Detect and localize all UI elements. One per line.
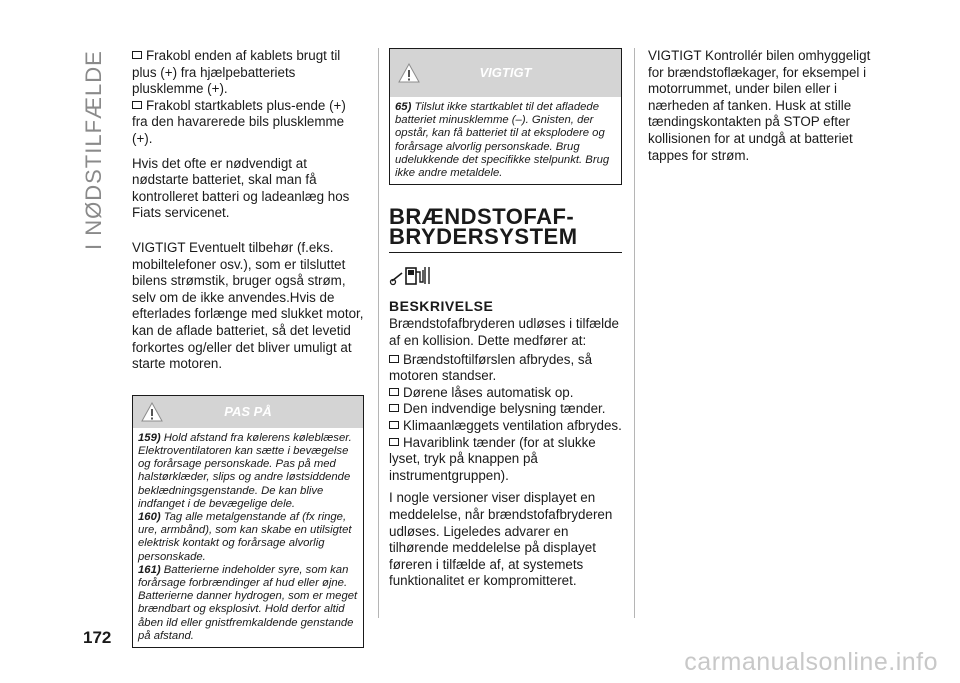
column-3 bbox=[648, 48, 878, 172]
paragraph: VIGTIGT Eventuelt tilbehør (f.eks. mobiltelefoner osv.), som er tilsluttet bilens strømstik, bruger også strøm, selv om de ikke anvendes.Hvis de efterlades forlænge med slukket motor, kan de aflade batteriet, så det levetid forkortes og/eller det bliver umuligt at starte motoren. bbox=[132, 239, 364, 372]
checkbox-bullet-icon bbox=[389, 355, 399, 363]
page-number: 172 bbox=[83, 628, 112, 647]
list-item: Havariblink tænder (for at slukke lyset, tryk på knappen på instrumentgruppen). bbox=[389, 434, 596, 483]
warning-header bbox=[133, 396, 363, 428]
column-divider bbox=[378, 48, 379, 618]
list-item: Dørene låses automatisk op. bbox=[389, 385, 622, 402]
chapter-label: I NØDSTILFÆLDE bbox=[81, 50, 106, 250]
subheading: BESKRIVELSE bbox=[389, 297, 494, 314]
paragraph: I nogle versioner viser displayet en meddelelse, når brændstofafbryderen udløses. Ligeledes advarer en tilhørende meddelelse på displayet føreren i tilfælde af, at systemets funktionalitet er kompromitteret. bbox=[389, 490, 613, 589]
checkbox-bullet-icon bbox=[389, 388, 399, 396]
fuel-cutoff-icon bbox=[389, 263, 433, 287]
list-item: Frakobl enden af kablets brugt til plus (+) fra hjælpebatteriets plusklemme (+). bbox=[132, 48, 341, 97]
watermark: carmanualsonline.info bbox=[684, 648, 938, 676]
list-item: Den indvendige belysning tænder. bbox=[389, 401, 622, 418]
checkbox-bullet-icon bbox=[389, 421, 399, 429]
warning-header bbox=[390, 49, 621, 97]
warning-triangle-icon bbox=[141, 402, 163, 422]
paragraph: Brændstofafbryderen udløses i tilfælde af en kollision. Dette medfører at: bbox=[389, 316, 619, 348]
column-divider bbox=[634, 48, 635, 618]
list-item: Brændstoftilførslen afbrydes, så motoren standser. bbox=[389, 351, 593, 384]
warning-title: PAS PÅ bbox=[224, 403, 272, 419]
warning-title: VIGTIGT bbox=[479, 65, 532, 80]
warning-box bbox=[389, 48, 622, 185]
column-2 bbox=[389, 48, 622, 598]
warning-item: 160) Tag alle metalgenstande af (fx ringe, ure, armbånd), som kan skabe en utilsigtet elektrisk kontakt og forårsage alvorlig personskade. bbox=[138, 510, 352, 563]
chapter-tab bbox=[81, 50, 106, 250]
warning-body bbox=[133, 428, 363, 647]
list-item: Frakobl startkablets plus-ende (+) fra den havarerede bils plusklemme (+). bbox=[132, 97, 346, 146]
checkbox-bullet-icon bbox=[389, 404, 399, 412]
paragraph: Hvis det ofte er nødvendigt at nødstarte batteriet, skal man få kontrolleret batteri og ladeanlæg hos Fiats servicenet. bbox=[132, 155, 350, 221]
section-title: BRÆNDSTOFAF-BRYDERSYSTEM bbox=[389, 207, 622, 253]
warning-item: 161) Batterierne indeholder syre, som kan forårsage forbrændinger af hud eller øjne. Batterierne danner hydrogen, som er meget brændbart og eksplosivt. Hold derfor altid åben ild eller gnistfremkaldende genstande på afstand. bbox=[138, 563, 358, 642]
checkbox-bullet-icon bbox=[389, 438, 399, 446]
warning-item: 159) Hold afstand fra kølerens køleblæser. Elektroventilatoren kan sætte i bevægelse og forårsage personskade. Pas på med halstørklæder, slips og andre løstsiddende beklædningsgenstande. De kan blive indfanget i de bevægelige dele. bbox=[138, 431, 352, 510]
checkbox-bullet-icon bbox=[132, 101, 142, 109]
column-1 bbox=[132, 48, 364, 658]
paragraph: VIGTIGT Kontrollér bilen omhyggeligt for brændstoflækager, for eksempel i motorrummet, under bilen eller i nærheden af tanken. Husk at stille tændingskontakten på STOP efter kollisionen for at undgå at batteriet tappes for strøm. bbox=[648, 48, 871, 163]
checkbox-bullet-icon bbox=[132, 51, 142, 59]
warning-box bbox=[132, 395, 364, 648]
warning-triangle-icon bbox=[398, 63, 420, 83]
list-item: Klimaanlæggets ventilation afbrydes. bbox=[389, 418, 622, 435]
warning-item: 65) Tilslut ikke startkablet til det afladede batteriet minusklemme (–). Gnisten, der opstår, kan få batteriet til at eksplodere og forårsage alvorlig personskade. Brug udelukkende det specifikke stelpunkt. Brug ikke andre metaldele. bbox=[395, 101, 610, 180]
warning-body bbox=[390, 97, 621, 184]
